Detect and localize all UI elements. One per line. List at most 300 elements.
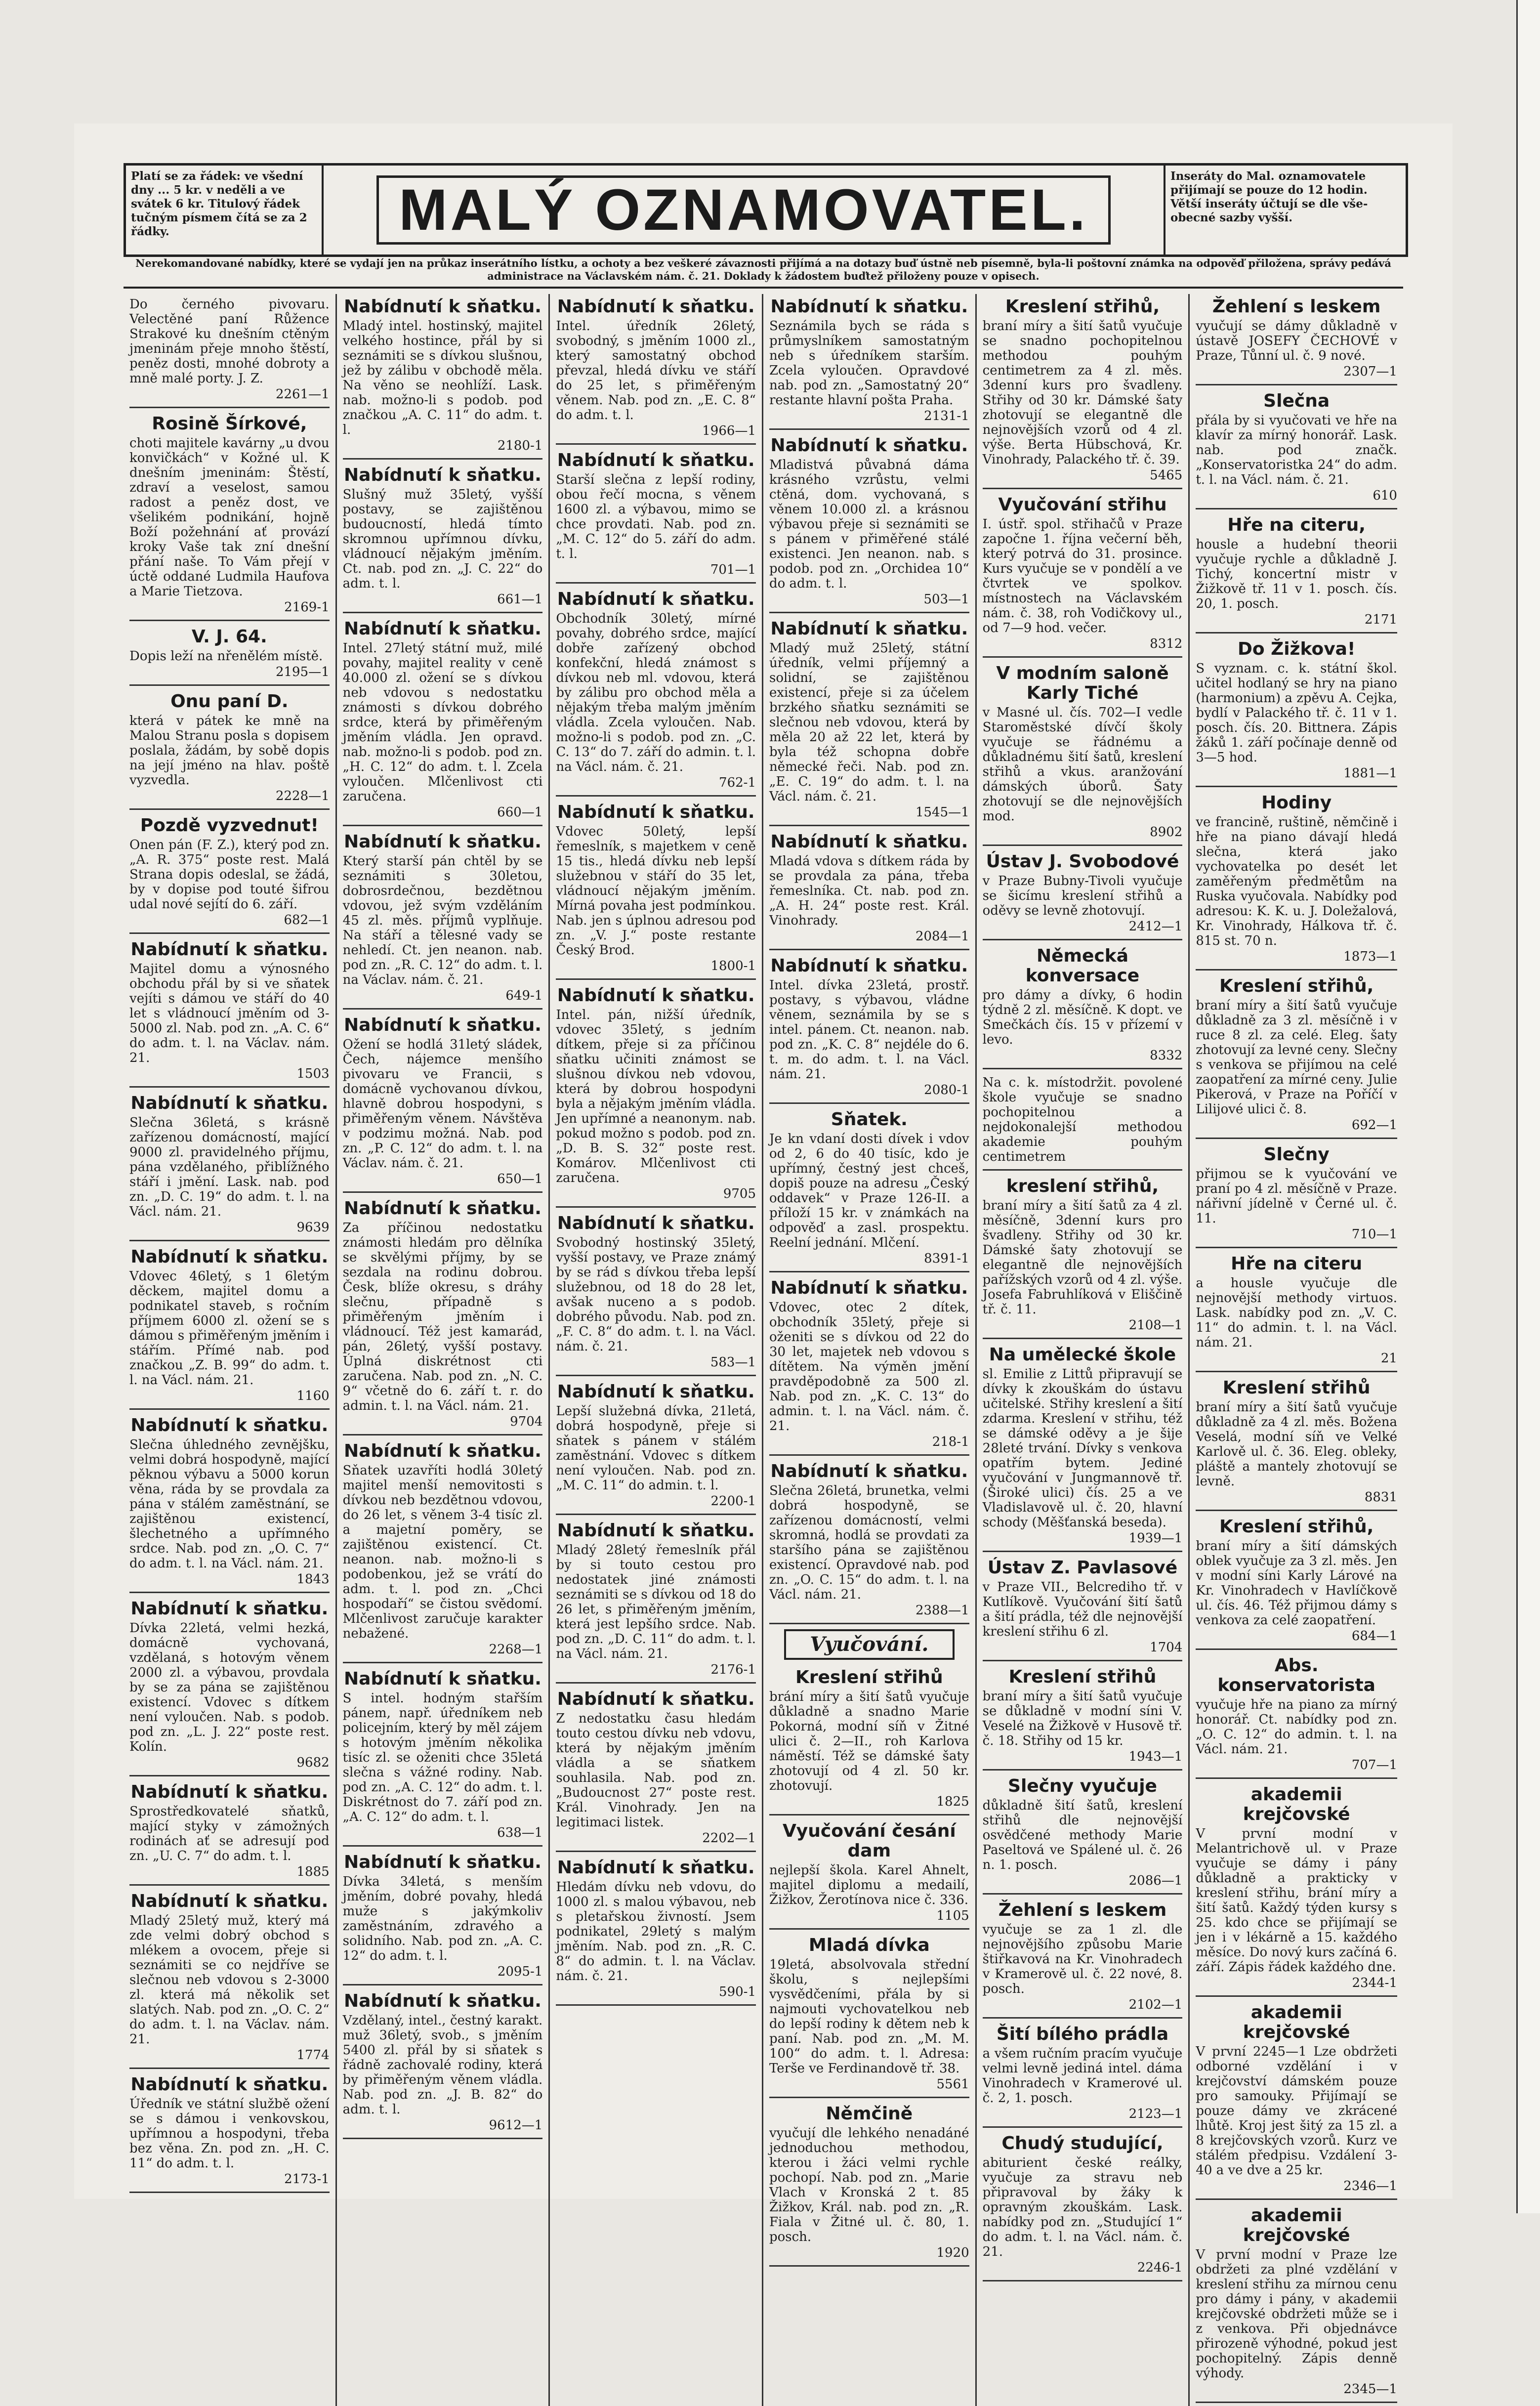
ad-title: Ústav J. Svobodové [986, 851, 1179, 872]
ad-title: Chudý studující, [1001, 2133, 1164, 2153]
ad-title: Nabídnutí k sňatku. [770, 1278, 968, 1298]
ad-title: Nabídnutí k sňatku. [557, 296, 755, 317]
ad-number: 660—1 [497, 805, 543, 820]
ad-title: Nabídnutí k sňatku. [130, 939, 329, 960]
classified-ad [983, 1898, 1183, 2019]
classified-ad [343, 1988, 543, 2139]
classified-ad [556, 983, 756, 1208]
classified-ad [556, 800, 756, 980]
ad-number: 1939—1 [1128, 1531, 1183, 1546]
ad-text: Starší slečna z lepší rodiny, obou řečí mocna, s věnem 1600 zl. a výbavou, mimo se chce provdati. Nab. pod zn. „M. C. 12“ do 5. září do adm. t. l. [556, 472, 756, 561]
classified-ad [1196, 1514, 1397, 1650]
classified-ad [343, 1438, 543, 1663]
ad-text: důkladně šití šatů, kreslení střihů dle nejnovější osvědčené methody Marie Paseltová ve Spálené ul. č. 26 n. 1. posch. [982, 1798, 1183, 1872]
ad-title: Slečny [1263, 1144, 1330, 1165]
classified-ad [556, 1518, 756, 1684]
ad-number: 638—1 [497, 1825, 543, 1840]
ad-number: 649-1 [505, 988, 543, 1003]
ad-number: 1873—1 [1343, 949, 1397, 964]
classified-ad [129, 1779, 330, 1886]
ad-text: Mladistvá půvabná dáma krásného vzrůstu, velmi ctěná, dom. vychovaná, s věnem 10.000 zl. a krásnou výbavou přeje si seznámiti se s pánem v přiměřené stálé existenci. Jen neanon. nab. s podob. pod zn. „Orchidea 10“ do adm. t. l. [769, 458, 969, 591]
ad-number: 610 [1373, 488, 1397, 503]
ad-title: Nabídnutí k sňatku. [130, 1247, 329, 1267]
classified-ad [343, 616, 543, 826]
classified-ad [769, 616, 969, 826]
ad-title: Nabídnutí k sňatku. [557, 985, 755, 1006]
ad-text: pro dámy a dívky, 6 hodin týdně 2 zl. měsíčně. K dopt. ve Smečkách čís. 15 v přízemí v levo. [982, 988, 1183, 1047]
ad-number: 2202—1 [702, 1831, 756, 1846]
ad-title: Nabídnutí k sňatku. [770, 435, 968, 456]
adjacent-page-edge [1516, 0, 1540, 2213]
newspaper-page [74, 124, 1453, 2397]
masthead-notice: Nerekomandované nabídky, které se vydají jen na průkaz inserátního lístku, a ochoty a bez veškeré závaznosti přijímá a na dotazy buď ústně neb písemně, byla-li poštovní známka na odpověď přiložena, správy pedává administrace na Václavském nám. č. 21. Doklady k žádostem buďtež přiloženy pouze v opisech. [135, 257, 1391, 282]
ad-text: v Masné ul. čís. 702—I vedle Staroměstské dívčí školy vyučuje se řádnému a důkladnému šití šatů, kreslení střihů a vkus. aranžování dámských úborů. Šaty zhotovují se dle nejnovějších mod. [982, 705, 1183, 824]
ad-title: Onu paní D. [170, 691, 289, 712]
ad-text: vyučují dle lehkého nenadáné jednoduchou methodou, kterou i žáci velmi rychle pochopí. Nab. pod zn. „Marie Vlach v Kronská 2 t. 85 Žižkov, Král. nab. pod zn. „R. Fiala v Žitné ul. č. 80, 1. posch. [769, 2126, 969, 2244]
ad-text: a housle vyučuje dle nejnovější methody virtuos. Lask. nabídky pod zn. „V. C. 11“ do admin. t. l. na Václ. nám. 21. [1196, 1276, 1397, 1350]
ad-text: V první modní v Melantrichově ul. v Praze vyučuje se dámy i pány důkladně a prakticky v kreslení střihu, brání míry a šití šatů. Každý týden kursy s 25. kdo chce se přijímají se jen i v lékárně a 15. každého měsíce. Do nový kurs začíná 6. září. Zápis řádek každého dne. [1196, 1826, 1397, 1975]
ad-number: 1545—1 [915, 805, 969, 820]
ad-text: Seznámila bych se ráda s průmyslníkem samostatným neb s úředníkem starším. Zcela vyloučen. Opravdové nab. pod zn. „Samostatný 20“ restante hlavní pošta Praha. [769, 319, 969, 408]
ad-number: 650—1 [497, 1172, 543, 1186]
ad-title: Hře na citeru, [1227, 515, 1366, 535]
masthead-center [324, 166, 1164, 254]
ad-number: 2169-1 [284, 600, 330, 615]
ad-title: Nabídnutí k sňatku. [344, 619, 541, 639]
ad-title: Nabídnutí k sňatku. [557, 589, 755, 609]
ad-number: 2180-1 [497, 438, 543, 453]
classified-ad [556, 1379, 756, 1515]
ad-number: 9682 [296, 1755, 330, 1770]
classified-ad [1196, 294, 1397, 385]
ad-number: 2307—1 [1343, 364, 1397, 379]
classified-ad [343, 1013, 543, 1193]
classified-ad [343, 829, 543, 1010]
classified-ad [1196, 1375, 1397, 1511]
ad-title: Němčině [826, 2104, 913, 2124]
ad-title: Nabídnutí k sňatku. [770, 296, 968, 317]
ad-text: housle a hudební theorii vyučuje rychle a důkladně J. Tichý, koncertní mistr v Žižkově tř. 11 v 1. posch. čís. 20, 1. posch. [1196, 537, 1397, 611]
ad-number: 1825 [936, 1794, 969, 1809]
ad-number: 1774 [296, 2048, 330, 2063]
ad-title: Rosině Šírkové, [152, 414, 307, 434]
column-4 [763, 294, 977, 2406]
ad-text: Slečna úhledného zevnějšku, velmi dobrá hospodyně, mající pěknou výbavu a 5000 korun věna, ráda by se provdala za pána v stálém zaměstnání, se zajištěnou existencí, šlechetného a upřímného srdce. Nab. pod zn. „O. C. 7“ do adm. t. l. na Václ. nám. 21. [129, 1437, 330, 1571]
ad-number: 661—1 [497, 592, 543, 607]
ad-number: 218-1 [932, 1435, 969, 1449]
classified-ad [983, 2022, 1183, 2128]
ad-title: Mladá dívka [808, 1935, 930, 1955]
ad-text: v Praze VII., Belcrediho tř. v Kutlíkově. Vyučování šití šatů a šití prádla, též dle nejnovější kreslení střihu 6 zl. [982, 1580, 1183, 1639]
classified-ad [769, 1107, 969, 1272]
ad-text: přijmou se k vyučování ve praní po 4 zl. měsíčně v Praze. nářivní jídelně v Černé ul. č. 11. [1196, 1167, 1397, 1226]
ad-title: Nabídnutí k sňatku. [344, 1198, 541, 1219]
ad-title: Žehlení s leskem [1212, 296, 1381, 317]
ad-title: V. J. 64. [191, 627, 267, 647]
classified-ad [983, 492, 1183, 658]
ad-text: Intel. dívka 23letá, prostř. postavy, s výbavou, vládne věnem, seznámila by se s intel. pánem. Ct. neanon. nab. pod zn. „K. C. 8“ nejdéle do 6. t. m. do adm. t. l. na Václ. nám. 21. [769, 978, 969, 1082]
classified-ad [129, 937, 330, 1088]
ad-text: Hledám dívku neb vdovu, do 1000 zl. s malou výbavou, neb s pletařskou živností. Jsem podnikatel, 29letý s malým jměním. Nab. pod zn. „R. C. 8“ do admin. t. l. na Václav. nám. č. 21. [556, 1880, 756, 1984]
ad-text: braní míry a šití šatů za 4 zl. měsíčně, 3denní kurs pro švadleny. Střihy od 30 kr. Dámské šaty zhotovují se elegantně dle nejnovějších pařížských vzorů od 4 zl. výše. Josefa Fabruhlíková v Eliščině tř. č. 11. [982, 1198, 1183, 1317]
masthead [124, 163, 1408, 257]
ad-text: Svobodný hostinský 35letý, vyšší postavy, ve Praze známý by se rád s dívkou třeba lepší služebnou, od 18 do 28 let, avšak nuceno a s podob. dobrého původu. Nab. pod zn. „F. C. 8“ do adm. t. l. na Václ. nám. č. 21. [556, 1235, 756, 1354]
classified-ad [129, 1244, 330, 1410]
ad-title: Kreslení střihů, [1005, 296, 1160, 317]
ad-number: 2102—1 [1128, 1997, 1183, 2012]
ad-text: Slečna 36letá, s krásně zařízenou domácností, mající 9000 zl. pravidelného příjmu, pána vzdělaného, přiblížného stáří i jmění. Lask. nab. pod zn. „D. C. 19“ do adm. t. l. na Václ. nám. 21. [129, 1115, 330, 1219]
ad-text: Dopis leží na nřenělém místě. [129, 649, 323, 664]
classified-ad [343, 1666, 543, 1847]
ad-text: choti majitele kavárny „u dvou konvičkách“ v Kožné ul. K dnešním jmeninám: Štěstí, zdraví a veselost, samou radost a peněz dost, ve všelikém podnikání, hojně Boží požehnání ať provází kroky Vaše tak zní dnešní přání naše. To Vám přejí v úctě oddané Ludmila Haufova a Marie Tietzova. [129, 436, 330, 599]
classified-ad [129, 1091, 330, 1241]
ad-text: Lepší služebná dívka, 21letá, dobrá hospodyně, přeje si sňatek s pánem v stálém zaměstnání. Vdovec s dítkem není vyloučen. Nab. pod zn. „M. C. 11“ do admin. t. l. [556, 1404, 756, 1493]
classified-ad [983, 2131, 1183, 2281]
classified-ad [769, 294, 969, 430]
ad-title: Vyučování česání dam [782, 1821, 956, 1861]
ad-text: Intel. pán, nižší úředník, vdovec 35letý, s jedním dítkem, přeje si za příčinou sňatku učiniti známost se slušnou dívkou neb vdovou, která by dobrou hospodyni byla a nějakým jměním vládla. Jen upřímné a neanonym. nab. pokud možno s podob. pod zn. „D. B. S. 32“ poste rest. Komárov. Mlčenlivost cti zaručena. [556, 1008, 756, 1185]
ad-title: Německá konversace [1025, 946, 1140, 986]
ad-title: V modním saloně Karly Tiché [996, 663, 1169, 703]
classified-ad [769, 953, 969, 1104]
classified-ad [129, 689, 330, 810]
classified-ad [343, 294, 543, 460]
ad-text: Vdovec 46letý, s 1 6letým děckem, majitel domu a podnikatel staveb, s ročním příjmem 6000 zl. ožení se s dámou s přiměřeným jměním i stářím. Přímé nab. pod značkou „Z. B. 99“ do adm. t. l. na Václ. nám. 21. [129, 1269, 330, 1388]
ad-text: vyučuje se za 1 zl. dle nejnovějšího způsobu Marie štiřkavová na Kr. Vinohradech v Kramerově ul. č. 22 nové, 8. posch. [982, 1922, 1183, 1996]
ad-title: Kreslení střihů [1222, 1378, 1371, 1398]
ad-number: 9612—1 [489, 2118, 543, 2133]
ad-text: Dívka 22letá, velmi hezká, domácně vychovaná, vzdělaná, s hotovým věnem 2000 zl. a výbavou, provdala by se za pána se zajištěnou existencí. Vdovec s dítkem není vyloučen. Nab. s podob. pod zn. „L. J. 22“ poste rest. Kolín. [129, 1621, 330, 1754]
ad-title: Nabídnutí k sňatku. [344, 1441, 541, 1461]
ad-number: 5465 [1150, 468, 1183, 483]
column-5 [977, 294, 1190, 2406]
column-3 [550, 294, 763, 2406]
classified-ad [1196, 512, 1397, 633]
ad-text: Slečna 26letá, brunetka, velmi dobrá hospodyně, se zařízenou domácností, velmi skromná, hodlá se provdati za staršího pána se zajištěnou existencí. Opravdové nab. pod zn. „O. C. 15“ do adm. t. l. na Václ. nám. 21. [769, 1483, 969, 1602]
classified-ad [1196, 2203, 1397, 2403]
ad-title: Nabídnutí k sňatku. [344, 1852, 541, 1872]
ad-number: 9639 [296, 1220, 330, 1235]
ad-title: Ústav Z. Pavlasové [987, 1558, 1178, 1578]
ad-text: braní míry a šití šatů vyučuje se snadno pochopitelnou methodou pouhým centimetrem za 4 zl. měs. 3denní kurs pro švadleny. Střihy od 30 kr. Dámské šaty zhotovují se elegantně dle nejnovějších vzorů od 4 zl. výše. Berta Hübschová, Kr. Vinohrady, Palackého tř. č. 39. [982, 319, 1183, 467]
ad-title: Žehlení s leskem [998, 1900, 1167, 1920]
ad-title: Nabídnutí k sňatku. [344, 465, 541, 485]
ad-text: V první 2245—1 Lze obdržeti odborné vzdělání i v krejčovství dámském pouze pro samouky. Přijímají se pouze dámy ve zkrácené lhůtě. Kroj jest šitý za 15 zl. a 8 krejčovských vzorů. Kurz ve stálém předpisu. Vzdálení 3-40 a ve dve a 25 kr. [1196, 2044, 1397, 2178]
ad-number: 1920 [936, 2245, 969, 2260]
ad-number: 2131-1 [924, 409, 969, 423]
ad-text: Majitel domu a výnosného obchodu přál by si ve sňatek vejíti s dámou ve stáří do 40 let s vládnoucí jměním od 3-5000 zl. Nab. pod zn. „A. C. 6“ do adm. t. l. na Václav. nám. 21. [129, 962, 330, 1065]
ad-number: 2084—1 [915, 929, 969, 944]
ad-title: Nabídnutí k sňatku. [130, 1891, 329, 1911]
ad-number: 2346—1 [1343, 2179, 1397, 2194]
section-heading: Vyučování. [784, 1629, 955, 1660]
ad-title: Nabídnutí k sňatku. [770, 832, 968, 852]
ad-text: V první modní v Praze lze obdržeti za plné vzdělání v kreslení střihu za mírnou cenu pro dámy i pány, v akademii krejčovské obdržeti může se i z venkova. Při objednávce přirozeně výhodné, pokud jest pochopitelný. Zápis denně výhody. [1196, 2247, 1397, 2381]
ad-number: 710—1 [1351, 1227, 1397, 1242]
ad-title: Nabídnutí k sňatku. [130, 1782, 329, 1802]
ad-number: 2412—1 [1128, 919, 1183, 934]
ad-title: Nabídnutí k sňatku. [130, 1415, 329, 1435]
ad-title: Nabídnutí k sňatku. [130, 1093, 329, 1113]
ad-title: Sňatek. [831, 1109, 908, 1130]
classified-ad [129, 411, 330, 621]
ad-number: 2171 [1364, 612, 1397, 627]
ad-text: Mladý intel. hostinský, majitel velkého hostince, přál by si seznámiti se s dívkou slušnou, jež by zálibu v obchodě měla. Na věno se neohlíží. Lask. nab. možno-li s podob. pod značkou „A. C. 11“ do adm. t. l. [342, 319, 543, 437]
ad-number: 2344-1 [1352, 1976, 1397, 1990]
ad-text: a všem ručním pracím vyučuje velmi levně jediná intel. dáma Vinohradech v Kramerové ul. č. 2, 1. posch. [982, 2046, 1183, 2106]
ad-title: Nabídnutí k sňatku. [344, 296, 541, 317]
ad-text: Který starší pán chtěl by se seznámiti s 30letou, dobrosrdečnou, bezdětnou vdovou, jež svým vzděláním 45 zl. měs. příjmů vyplňuje. Na stáří a tělesné vady se nehledí. Ct. jen neanon. nab. pod zn. „R. C. 12“ do adm. t. l. na Václav. nám. č. 21. [342, 854, 543, 987]
ad-title: Na umělecké škole [989, 1345, 1176, 1365]
classified-ad [983, 294, 1183, 489]
ad-text: Na c. k. místodržit. povolené škole vyučuje se snadno pochopitelnou a nejdokonalejší methodou akademie pouhým centimetrem [982, 1075, 1183, 1164]
classified-ad [1196, 1251, 1397, 1372]
ad-text: Mladá vdova s dítkem ráda by se provdala za pána, třeba řemeslníka. Ct. nab. pod zn. „A. H. 24“ poste rest. Král. Vinohrady. [769, 854, 969, 928]
ad-number: 1881—1 [1343, 766, 1397, 781]
masthead-terms: Inseráty do Mal. oznamovatele přijímají se pouze do 12 hodin. Větší inseráty účtují se dle vše-obecné sazby vyšší. [1164, 166, 1406, 254]
ad-text: Mladý 25letý muž, který má zde velmi dobrý obchod s mlékem a ovocem, přeje si seznámiti se co nejdříve se slečnou neb vdovou s 2-3000 zl. která má několik set slatých. Nab. pod zn. „O. C. 2“ do adm. t. l. na Václav. nám. 21. [129, 1913, 330, 2047]
ad-text: 19letá, absolvovala střední školu, s nejlepšími vysvědčeními, přála by si najmouti vychovatelkou neb do lepší rodiny k dětem neb k paní. Nab. pod zn. „M. M. 100“ do adm. t. l. Adresa: Terše ve Ferdinandově tř. 38. [769, 1957, 969, 2076]
header-rule [124, 287, 1403, 289]
classified-ad [769, 1459, 969, 1624]
ad-title: Nabídnutí k sňatku. [344, 1991, 541, 2011]
classified-ad [983, 661, 1183, 846]
ad-number: 1800-1 [710, 959, 756, 973]
ad-title: Nabídnutí k sňatku. [770, 1461, 968, 1481]
classified-ad [343, 1196, 543, 1435]
ad-text: Za příčinou nedostatku známosti hledám pro dělníka se skvělými příjmy, by se sezdala na rodinu dobrou. Česk, blíže okresu, s dráhy slečnu, případně s přiměřeným jměním i vládnoucí. Též jest kamarád, pán, 26letý, vyšší postavy. Úplná diskrétnost cti zaručena. Nab. pod zn. „N. C. 9“ včetně do 6. září t. r. do admin. t. l. na Václ. nám. 21. [342, 1221, 543, 1413]
classified-ad [983, 1072, 1183, 1171]
ad-title: Nabídnutí k sňatku. [344, 1669, 541, 1689]
ad-number: 762-1 [719, 775, 756, 790]
ad-number: 2246-1 [1137, 2260, 1183, 2275]
classified-ad [556, 1687, 756, 1852]
ad-title: Slečny vyučuje [1008, 1776, 1157, 1796]
ad-text: vyučují se dámy důkladně v ústavě JOSEFY ČECHOVÉ v Praze, Tůnní ul. č. 9 nové. [1196, 319, 1397, 363]
ad-text: S intel. hodným stařším pánem, např. úředníkem neb policejním, který by měl zájem s hotovým jměním několika tisíc zl. se oženiti chce 35letá slečna s vážné rodiny. Nab. pod zn. „A. C. 12“ do adm. t. l. Diskrétnost do 7. září pod zn. „A. C. 12“ do adm. t. l. [342, 1691, 543, 1824]
classified-ad [983, 1555, 1183, 1661]
classified-ad [1196, 1653, 1397, 1779]
ad-number: 682—1 [284, 913, 330, 928]
ad-number: 2200-1 [710, 1494, 756, 1509]
ad-text: Sňatek uzavříti hodlá 30letý majitel menší nemovitosti s dívkou neb bezdětnou vdovou, do 26 let, s věnem 3-4 tisíc zl. a majetní poměry, se zajištěnou existencí. Ct. neanon. nab. možno-li s podobenkou, jež se vrátí do adm. t. l. pod zn. „Chci hospodaří“ se čistou svědomí. Mlčenlivost zaručuje karakter nebažené. [342, 1463, 543, 1641]
ad-number: 503—1 [923, 592, 969, 607]
classified-ad [1196, 388, 1397, 509]
ad-number: 2228—1 [275, 789, 330, 803]
ad-title: Nabídnutí k sňatku. [130, 2074, 329, 2095]
ad-number: 2086—1 [1128, 1873, 1183, 1888]
page-title: MALÝ OZNAMOVATEL. [376, 175, 1111, 245]
ad-number: 1966—1 [702, 423, 756, 438]
ad-number: 701—1 [710, 562, 756, 577]
ad-text: Onen pán (F. Z.), který pod zn. „A. R. 375“ poste rest. Malá Strana dopis odeslal, se žádá, by v dopise pod touté šifrou udal nové sejítí do 6. září. [129, 838, 330, 912]
ad-text: Do černého pivovaru. Velectěné paní Růžence Strakové ku dnešním ctěným jmeninám přeje mnoho štěstí, peněz dosti, mnohé dobroty a mně malé porty. J. Z. [129, 297, 330, 386]
ad-number: 1160 [296, 1389, 330, 1403]
classified-ad [1196, 1782, 1397, 1997]
ad-number: 692—1 [1351, 1118, 1397, 1133]
ad-number: 8391-1 [924, 1251, 969, 1266]
ad-title: Pozdě vyzvednut! [140, 815, 319, 836]
ad-title: Nabídnutí k sňatku. [557, 802, 755, 822]
ad-title: Hře na citeru [1231, 1254, 1363, 1274]
classified-ad [983, 1773, 1183, 1895]
ad-title: Nabídnutí k sňatku. [557, 1382, 755, 1402]
ad-title: Nabídnutí k sňatku. [557, 1689, 755, 1709]
ad-text: braní míry a šití šatů vyučuje důkladně za 4 zl. měs. Božena Veselá, modní síň ve Velké Karlově ul. č. 36. Eleg. obleky, pláště a mantely zhotovují se levně. [1196, 1400, 1397, 1489]
ad-text: Intel. 27letý státní muž, milé povahy, majitel reality v ceně 40.000 zl. ožení se s dívkou neb vdovou s nedostatku známosti s dívkou dobrého srdce, která by přiměřeným jměním vládla. Jen opravd. nab. možno-li s podob. pod zn. „H. C. 12“ do adm. t. l. Zcela vyloučen. Mlčenlivost cti zaručena. [342, 641, 543, 804]
classified-ad [129, 294, 330, 408]
ad-number: 707—1 [1351, 1758, 1397, 1773]
classified-ad [769, 433, 969, 613]
ad-text: Mladý 28letý řemeslník přál by si touto cestou pro nedostatek jiné známosti seznámiti se s dívkou od 18 do 26 let, s přiměřeným jměním, která jest lepšího srdce. Nab. pod zn. „D. C. 11“ do adm. t. l. na Václ. nám. 21. [556, 1543, 756, 1661]
classified-ad [983, 849, 1183, 940]
ad-number: 1943—1 [1128, 1749, 1183, 1764]
ad-text: Vdovec, otec 2 dítek, obchodník 35letý, přeje si oženiti se s dívkou od 22 do 30 let, majetek neb vdovou s dítětem. Na výměn jmění pravděpodobně za 500 zl. Nab. pod zn. „K. C. 13“ do admin. t. l. na Václ. nám. č. 21. [769, 1300, 969, 1434]
ad-text: Obchodník 30letý, mírné povahy, dobrého srdce, mající dobře zařízený obchod konfekční, hledá známost s dívkou neb ml. vdovou, která by zálibu pro obchod měla a nějakým třeba malým jměním vládla. Zcela vyloučen. Nab. možno-li s podob. pod zn. „C. C. 13“ do 7. září do admin. t. l. na Václ. nám. č. 21. [556, 611, 756, 774]
ad-title: akademii krejčovské [1243, 1784, 1350, 1824]
ad-number: 1503 [296, 1066, 330, 1081]
classified-ad [983, 1174, 1183, 1339]
classified-ad [343, 1850, 543, 1985]
ad-text: nejlepší škola. Karel Ahnelt, majitel diplomu a medailí, Žižkov, Žerotínova nice č. 336. [769, 1863, 969, 1907]
classified-ad [129, 1413, 330, 1593]
masthead-pricing: Platí se za řádek: ve všední dny ... 5 kr. v neděli a ve svátek 6 kr. Titulový řádek tučným písmem čítá se za 2 řádky. [126, 166, 324, 254]
ad-text: která v pátek ke mně na Malou Stranu posla s dopisem poslala, žádám, by sobě dopis na její jméno na hlav. poště vyzvedla. [129, 714, 330, 788]
ad-number: 2173-1 [284, 2172, 330, 2187]
ad-text: brání míry a šití šatů vyučuje důkladně a snadno Marie Pokorná, modní síň v Žitné ulici č. 2—II., roh Karlova náměstí. Též se dámské šaty zhotovují od 4 zl. 50 kr. zhotovují. [769, 1689, 969, 1793]
ad-number: 1885 [296, 1864, 330, 1879]
ad-number: 583—1 [710, 1355, 756, 1370]
ad-number: 590-1 [719, 1984, 756, 1999]
classified-ad [1196, 636, 1397, 787]
ad-number: 8831 [1364, 1490, 1397, 1505]
ad-number: 9705 [723, 1186, 756, 1201]
ad-text: Z nedostatku času hledám touto cestou dívku neb vdovu, která by nějakým jměním vládla a se sňatkem souhlasila. Nab. pod zn. „Budoucnost 27“ poste rest. Král. Vinohrady. Jen na legitimaci listek. [556, 1711, 756, 1830]
ad-number: 2095-1 [497, 1964, 543, 1979]
ad-number: 2123—1 [1128, 2107, 1183, 2121]
ad-text: přála by si vyučovati ve hře na klavír za mírný honorář. Lask. nab. pod značk. „Konservatoristka 24“ do adm. t. l. na Václ. nám. č. 21. [1196, 413, 1397, 487]
ad-title: Do Žižkova! [1237, 639, 1356, 659]
ad-text: v Praze Bubny-Tivoli vyučuje se šicímu kreslení střihů a oděvy se levně zhotovují. [982, 874, 1183, 918]
ad-number: 8902 [1150, 825, 1183, 840]
ad-number: 1704 [1150, 1640, 1183, 1655]
ad-text: S vyznam. c. k. státní škol. učitel hodlaný se hry na piano (harmonium) a zpěvu A. Cejka, bydlí v Palackého tř. č. 11 v 1. posch. čís. 20. Bittnera. Zápis žáků 1. září počínaje denně od 3—5 hod. [1196, 661, 1397, 765]
column-6 [1190, 294, 1403, 2406]
classified-ad [769, 1665, 969, 1815]
classified-ad [769, 2101, 969, 2267]
ad-text: Slušný muž 35letý, vyšší postavy, se zajištěnou budoucností, hledá tímto skromnou upřímnou dívku, vládnoucí nějakým jměním. Ct. nab. pod zn. „J. C. 22“ do adm. t. l. [342, 487, 543, 591]
ad-text: braní míry a šití dámských oblek vyučuje za 3 zl. měs. Jen v modní síni Karly Lárové na Kr. Vinohradech v Havlíčkově ul. čís. 46. Též přijmou dámy s venkova za celé zaopatření. [1196, 1539, 1397, 1628]
classified-ad [983, 943, 1183, 1069]
ad-title: Kreslení střihů [1008, 1667, 1157, 1687]
ad-text: Vzdělaný, intel., čestný karakt. muž 36letý, svob., s jměním 5400 zl. přál by si sňatek s řádně zachovalé rodiny, která by přiměřeným věnem vládla. Nab. pod zn. „J. B. 82“ do adm. t. l. [342, 2013, 543, 2117]
ad-title: Kreslení střihů, [1219, 1517, 1374, 1537]
ad-title: akademii krejčovské [1243, 2205, 1350, 2245]
ad-title: Šití bílého prádla [996, 2024, 1169, 2044]
ad-text: Je kn vdaní dosti dívek i vdov od 2, 6 do 40 tisíc, kdo je upřímný, čestný jest chceš, dopiš pouze na adresu „Český oddavek“ v Praze 126-II. a příloží 15 kr. v známkách na odpověď a zasl. prospektu. Reelní jednání. Mlčení. [769, 1132, 969, 1250]
ad-title: Nabídnutí k sňatku. [557, 1857, 755, 1878]
classified-ad [769, 1275, 969, 1456]
ad-number: 1105 [936, 1908, 969, 1923]
ad-number: 2080-1 [924, 1083, 969, 1097]
ad-number: 8332 [1150, 1048, 1183, 1063]
ad-number: 2345—1 [1343, 2382, 1397, 2397]
classified-ad [1196, 790, 1397, 971]
ad-title: Kreslení střihů [795, 1667, 943, 1688]
ad-text: braní míry a šití šatů vyučuje důkladně za 3 zl. měsíčně i v ruce 8 zl. za celé. Eleg. šaty zhotovují za levné ceny. Slečny s venkova se přijímou na celé zaopatření za mírné ceny. Julie Pikerová, v Praze na Poříčí v Lilijové ulici č. 8. [1196, 998, 1397, 1117]
ad-number: 21 [1380, 1351, 1397, 1366]
ad-text: Úředník ve státní službě ožení se s dámou i venkovskou, upřímnou a hospodyni, třeba bez věna. Zn. pod zn. „H. C. 11“ do adm. t. l. [129, 2097, 330, 2171]
classified-ad [556, 1855, 756, 2006]
classified-ad [1196, 1142, 1397, 1248]
classified-ad [129, 624, 330, 686]
ad-title: Nabídnutí k sňatku. [344, 1015, 541, 1035]
ad-number: 2388—1 [915, 1603, 969, 1618]
ad-number: 2268—1 [489, 1642, 543, 1657]
ad-text: Dívka 34letá, s menším jměním, dobré povahy, hledá muže s jakýmkoliv zaměstnáním, zdravého a solidního. Nab. pod zn. „A. C. 12“ do adm. t. l. [342, 1874, 543, 1963]
ad-title: akademii krejčovské [1243, 2002, 1350, 2042]
ad-text: Intel. úředník 26letý, svobodný, s jměním 1000 zl., který samostatný obchod převzal, hledá dívku ve stáří do 25 let, s přiměřeným věnem. Nab. pod zn. „E. C. 8“ do adm. t. l. [556, 319, 756, 422]
ad-title: Hodiny [1261, 793, 1332, 813]
ad-text: vyučuje hře na piano za mírný honorář. Ct. nabídky pod zn. „O. C. 12“ do admin. t. l. na Václ. nám. 21. [1196, 1697, 1397, 1757]
ad-title: Nabídnutí k sňatku. [130, 1599, 329, 1619]
classified-ad [769, 829, 969, 950]
ad-title: Nabídnutí k sňatku. [344, 832, 541, 852]
ad-number: 684—1 [1351, 1629, 1397, 1644]
ad-number: 9704 [510, 1414, 543, 1429]
classified-ad [769, 1933, 969, 2098]
classified-ad [556, 448, 756, 584]
ad-title: Nabídnutí k sňatku. [557, 1520, 755, 1541]
ad-columns [124, 294, 1403, 2397]
ad-title: kreslení střihů, [1006, 1176, 1159, 1196]
ad-number: 2261—1 [275, 387, 330, 402]
ad-title: Nabídnutí k sňatku. [770, 619, 968, 639]
ad-text: Ožení se hodlá 31letý sládek, Čech, nájemce menšího pivovaru ve Francii, s domácně vychovanou dívkou, hlavně dobrou hospodyni, s přiměřeným věnem. Návštěva v podzimu možná. Nab. pod zn. „P. C. 12“ do adm. t. l. na Václav. nám. č. 21. [342, 1037, 543, 1171]
ad-number: 8312 [1150, 636, 1183, 651]
ad-text: abiturient české reálky, vyučuje za stravu neb připravoval by žáky k opravným zkouškám. Lask. nabídky pod zn. „Studující 1“ do adm. t. l. na Václ. nám. č. 21. [982, 2155, 1183, 2259]
ad-text: Vdovec 50letý, lepší řemeslník, s majetkem v ceně 15 tis., hledá dívku neb lepší služebnou v stáří do 35 let, vládnoucí nějakým jměním. Mírná povaha jest podmínkou. Nab. jen s úplnou adresou pod zn. „V. J.“ poste restante Český Brod. [556, 824, 756, 958]
ad-text: Mladý muž 25letý, státní úředník, velmi příjemný a solidní, se zajištěnou existencí, přeje si za účelem brzkého sňatku seznámiti se slečnou neb vdovou, která by měla 20 až 22 let, která by byla též schopna dobře německé řeči. Nab. pod zn. „E. C. 19“ do adm. t. l. na Václ. nám. č. 21. [769, 641, 969, 804]
ad-text: ve francině, ruštině, němčině i hře na piano dávají hledá slečna, která jako vychovatelka po desét let zaměřeným předmětům na Ruska vyučovala. Nabídky pod adresou: K. K. u. J. Doležalová, Kr. Vinohrady, Hálkova tř. č. 815 st. 70 n. [1196, 815, 1397, 948]
ad-title: Nabídnutí k sňatku. [557, 1213, 755, 1233]
ad-number: 5561 [936, 2077, 969, 2092]
ad-number: 2176-1 [710, 1662, 756, 1677]
classified-ad [129, 813, 330, 934]
ad-number: 1843 [296, 1572, 330, 1587]
ad-number: 2108—1 [1128, 1318, 1183, 1333]
ad-number: 2195—1 [275, 665, 330, 679]
ad-title: Abs. konservatorista [1217, 1655, 1375, 1695]
classified-ad [769, 1818, 969, 1930]
classified-ad [556, 587, 756, 797]
ad-text: braní míry a šití šatů vyučuje se důkladně v modní síni V. Veselé na Žižkově v Husově tř. č. 18. Střihy od 15 kr. [982, 1689, 1183, 1748]
classified-ad [556, 1211, 756, 1376]
classified-ad [1196, 2000, 1397, 2200]
ad-title: Slečna [1263, 391, 1330, 411]
ad-text: Sprostředkovatelé sňatků, mající styky v zámožných rodinách ať se adresují pod zn. „U. C. 7“ do adm. t. l. [129, 1804, 330, 1863]
classified-ad [1196, 973, 1397, 1139]
classified-ad [129, 2072, 330, 2193]
classified-ad [983, 1664, 1183, 1771]
column-1 [124, 294, 337, 2406]
ad-title: Vyučování střihu [998, 495, 1167, 515]
ad-title: Nabídnutí k sňatku. [557, 450, 755, 470]
classified-ad [129, 1889, 330, 2069]
classified-ad [983, 1342, 1183, 1552]
column-2 [337, 294, 550, 2406]
ad-title: Kreslení střihů, [1219, 976, 1374, 996]
